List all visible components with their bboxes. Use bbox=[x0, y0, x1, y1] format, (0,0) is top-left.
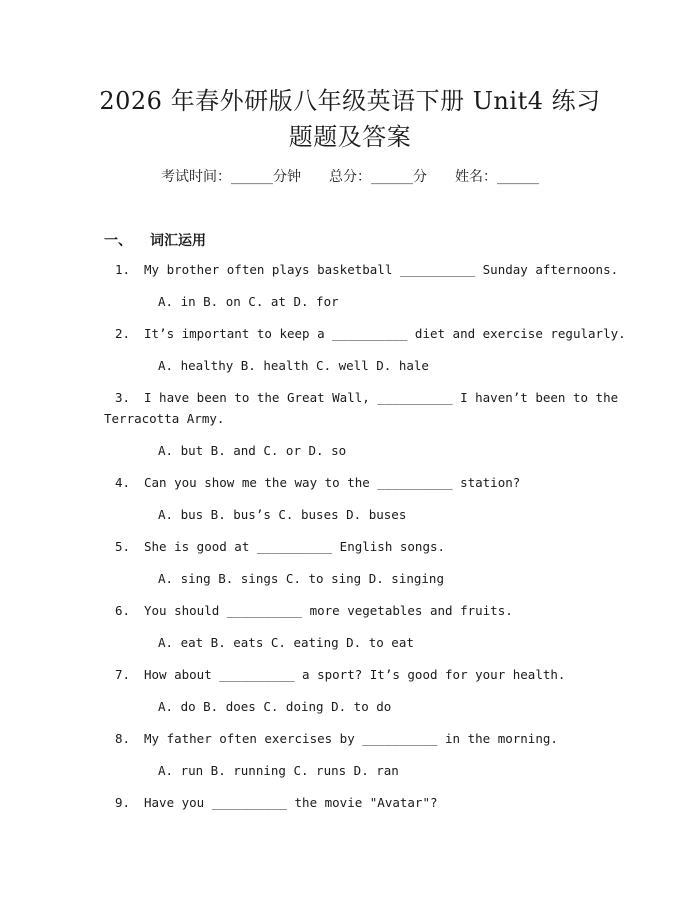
question-1-options: A. in B. on C. at D. for bbox=[158, 294, 339, 309]
question-text: Can you show me the way to the __________ station? bbox=[144, 475, 521, 490]
question-7-options: A. do B. does C. doing D. to do bbox=[158, 699, 392, 714]
question-number: 1. bbox=[114, 262, 130, 277]
exam-score-field: 总分：______分 bbox=[329, 169, 427, 185]
question-4-options: A. bus B. bus’s C. buses D. buses bbox=[158, 507, 407, 522]
section-number: 一、 bbox=[104, 233, 132, 249]
question-4 bbox=[104, 475, 520, 490]
question-2 bbox=[104, 326, 626, 341]
question-2-options: A. healthy B. health C. well D. hale bbox=[158, 358, 429, 373]
question-7 bbox=[104, 667, 565, 682]
question-number: 2. bbox=[114, 326, 130, 341]
question-6 bbox=[104, 603, 513, 618]
question-5-options: A. sing B. sings C. to sing D. singing bbox=[158, 571, 444, 586]
exam-name-field: 姓名：______ bbox=[455, 169, 539, 185]
question-number: 3. bbox=[114, 390, 130, 405]
question-text: Have you __________ the movie "Avatar"? bbox=[144, 795, 438, 810]
exam-meta bbox=[0, 166, 700, 186]
question-3-options: A. but B. and C. or D. so bbox=[158, 443, 347, 458]
question-3 bbox=[104, 390, 618, 405]
question-text: My father often exercises by __________ in the morning. bbox=[144, 731, 558, 746]
section-heading bbox=[104, 230, 206, 250]
question-1 bbox=[104, 262, 618, 277]
question-text: It’s important to keep a __________ diet and exercise regularly. bbox=[144, 326, 626, 341]
question-number: 8. bbox=[114, 731, 130, 746]
document-title-line-1: 2026 年春外研版八年级英语下册 Unit4 练习 bbox=[99, 87, 601, 115]
question-text: How about __________ a sport? It’s good for your health. bbox=[144, 667, 566, 682]
question-number: 4. bbox=[114, 475, 130, 490]
question-9 bbox=[104, 795, 438, 810]
question-number: 7. bbox=[114, 667, 130, 682]
exam-time-field: 考试时间：______分钟 bbox=[161, 169, 301, 185]
question-3-continuation: Terracotta Army. bbox=[104, 411, 225, 426]
question-6-options: A. eat B. eats C. eating D. to eat bbox=[158, 635, 414, 650]
question-text: You should __________ more vegetables and fruits. bbox=[144, 603, 513, 618]
question-number: 6. bbox=[114, 603, 130, 618]
question-text: My brother often plays basketball __________ Sunday afternoons. bbox=[144, 262, 619, 277]
question-text: She is good at __________ English songs. bbox=[144, 539, 446, 554]
question-number: 5. bbox=[114, 539, 130, 554]
question-8 bbox=[104, 731, 558, 746]
section-title: 词汇运用 bbox=[150, 233, 206, 249]
question-text: I have been to the Great Wall, __________ I haven’t been to the bbox=[144, 390, 619, 405]
question-5 bbox=[104, 539, 445, 554]
document-title-line-2: 题题及答案 bbox=[288, 123, 412, 151]
question-8-options: A. run B. running C. runs D. ran bbox=[158, 763, 399, 778]
question-number: 9. bbox=[114, 795, 130, 810]
